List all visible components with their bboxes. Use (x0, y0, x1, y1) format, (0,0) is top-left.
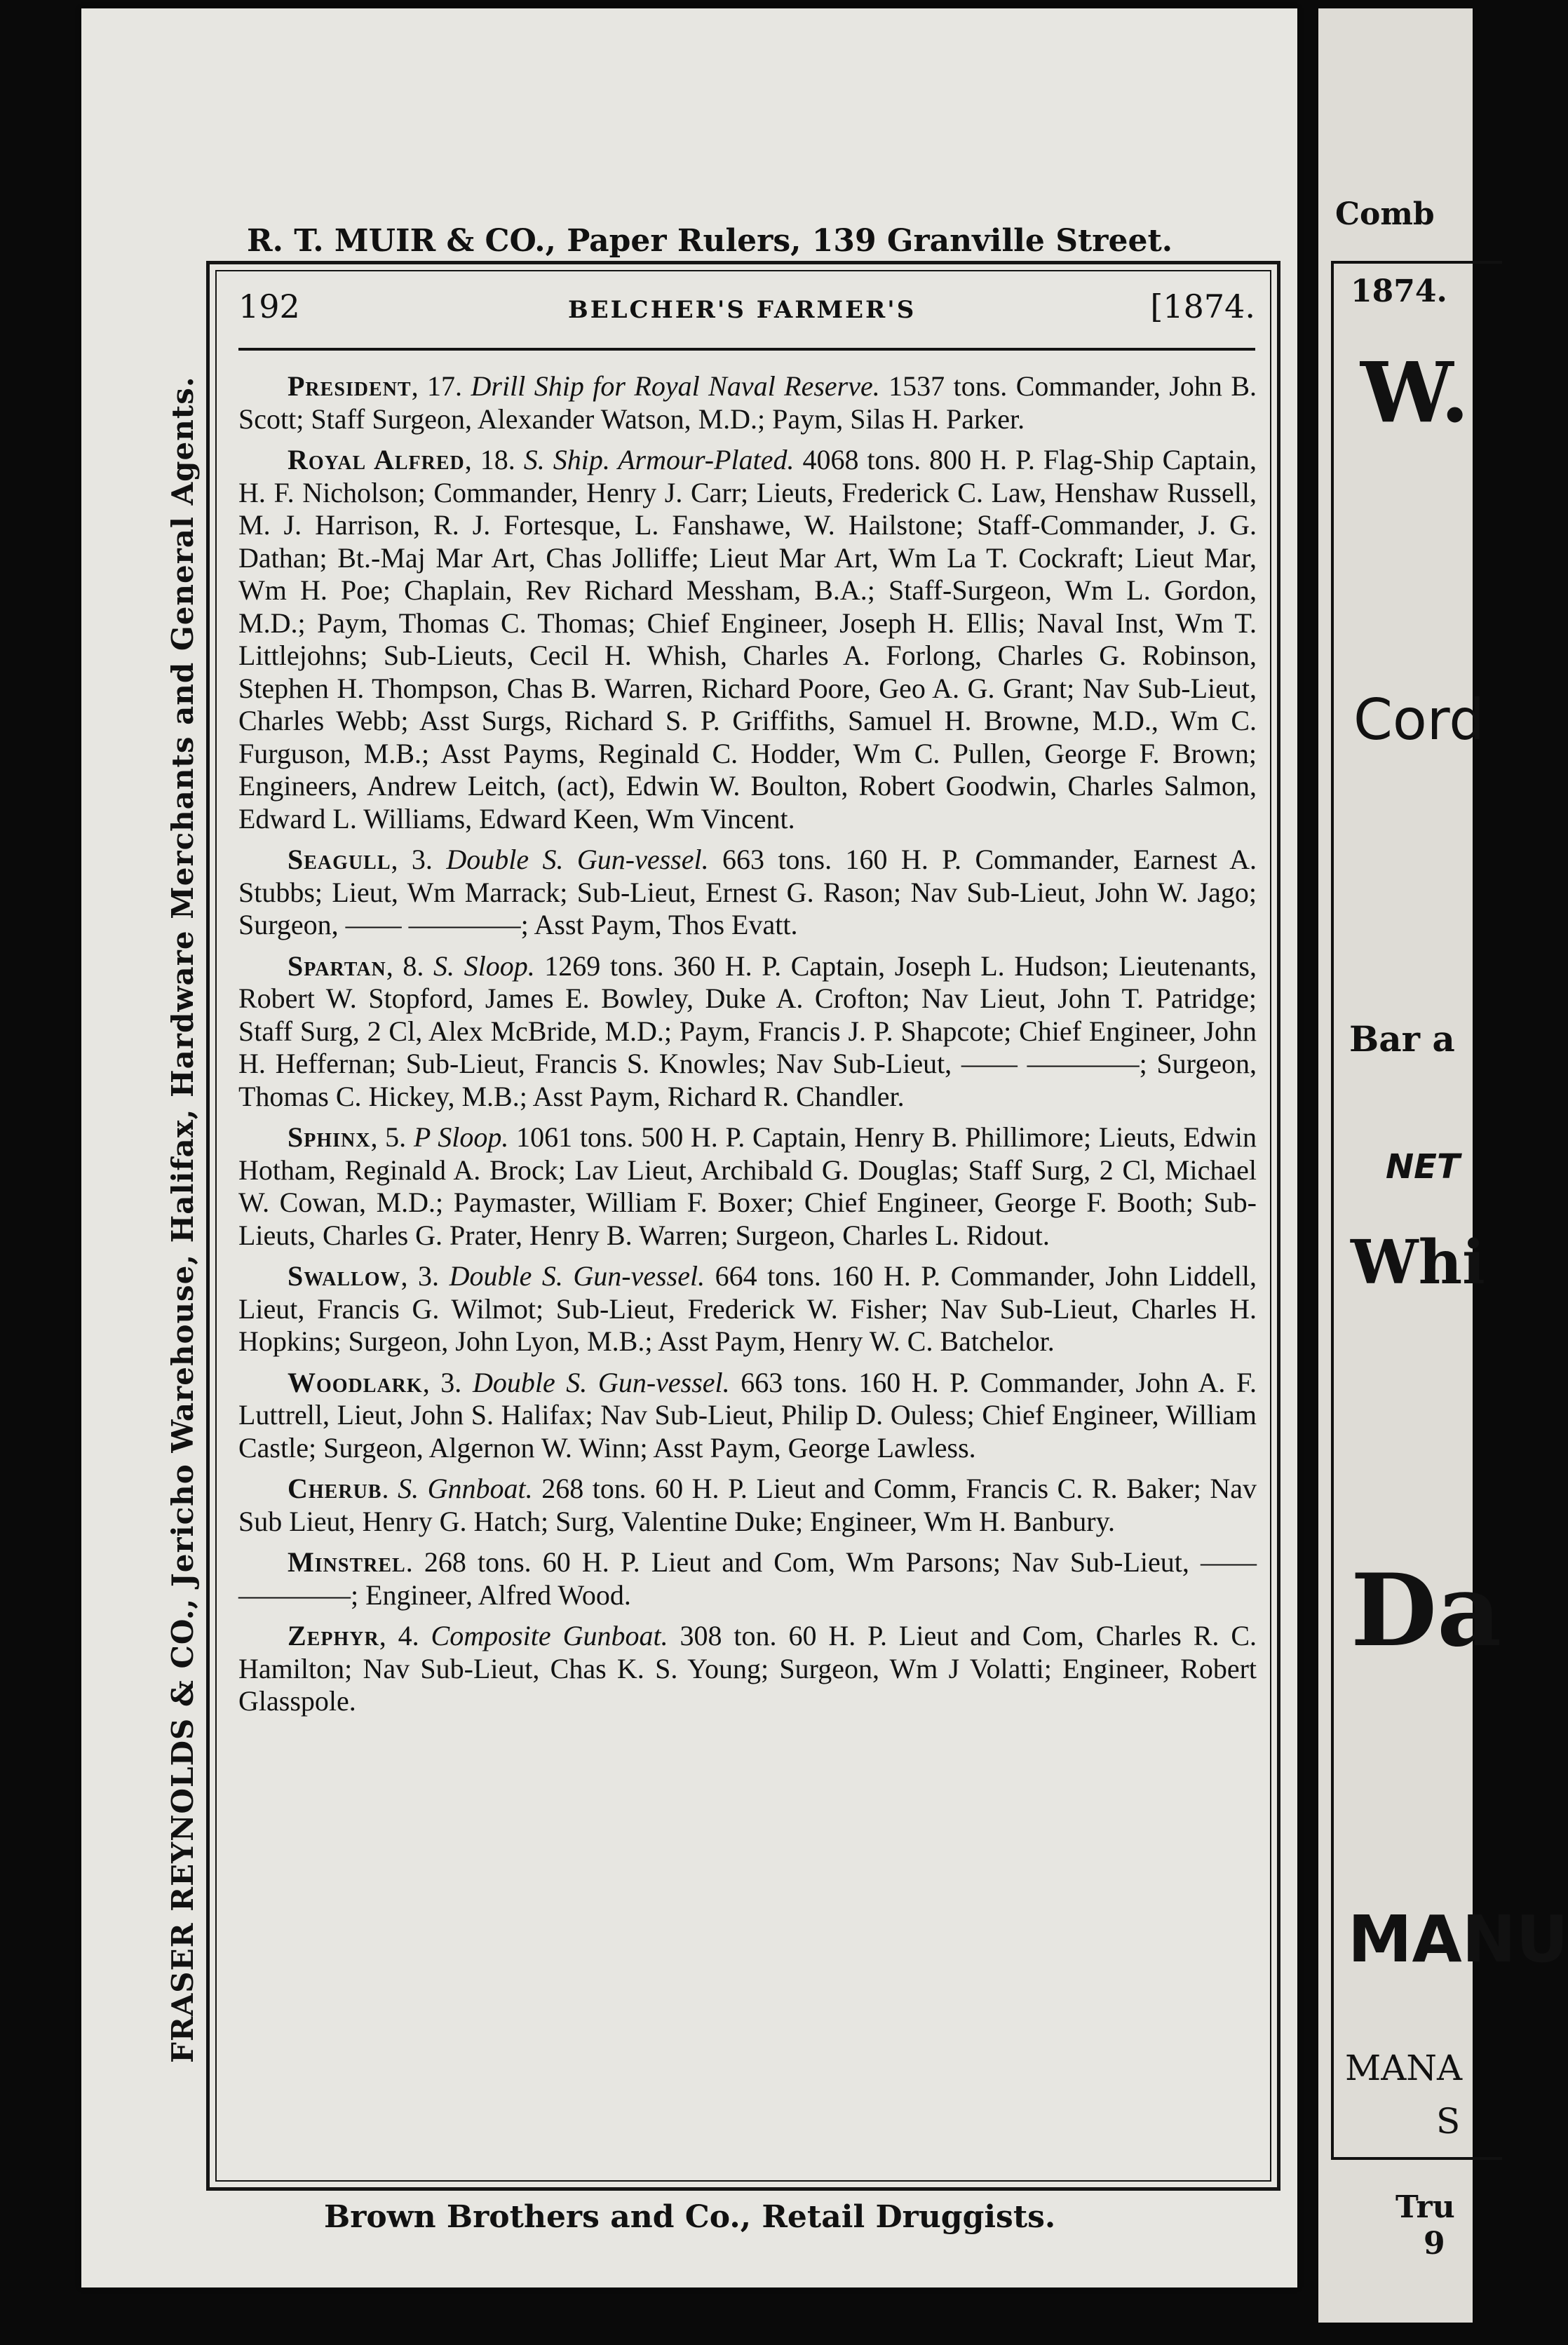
ship-entry (238, 1260, 1257, 1358)
ship-type: Double S. Gun-vessel. (472, 1366, 730, 1398)
ship-details: 4068 tons. 800 H. P. Flag-Ship Captain, H. F. Nicholson; Commander, Henry J. Carr; Lieuts, Frederick C. Law, Henshaw Russell, M. J. Harrison, R. J. Fortesque, L. Fanshawe, W. Hailstone; Staff-Commander, J. G. Dathan; Bt.-Maj Mar Art, Chas Jolliffe; Lieut Mar Art, Wm La T. Cockraft; Lieut Mar, Wm H. Poe; Chaplain, Rev Richard Messham, B.A.; Staff-Surgeon, Wm L. Gordon, M.D.; Paym, Thomas C. Thomas; Chief Engineer, Joseph H. Ellis; Naval Inst, Wm T. Littlejohns; Sub-Lieuts, Cecil H. Whish, Charles A. Forlong, Charles G. Robinson, Stephen H. Thompson, Chas B. Warren, Richard Poore, Geo A. G. Grant; Nav Sub-Lieut, Charles Webb; Asst Surgs, Richard S. P. Griffiths, Samuel H. Browne, M.D., Wm C. Furguson, M.B.; Asst Payms, Reginald C. Hodder, Wm C. Pullen, George F. Brown; Engineers, Andrew Leitch, (act), Edwin W. Boulton, Robert Goodwin, Charles Salmon, Edward L. Williams, Edward Keen, Wm Vincent. (238, 444, 1257, 834)
top-advertisement: R. T. MUIR & CO., Paper Rulers, 139 Granville Street. (247, 223, 1173, 259)
bottom-advertisement: Brown Brothers and Co., Retail Druggists. (324, 2199, 1056, 2235)
ship-name: President (288, 370, 412, 402)
side-advertisement: FRASER REYNOLDS & CO., Jericho Warehouse, Halifax, Hardware Merchants and General Agents. (165, 376, 200, 2063)
ship-guns: , 3. (400, 1260, 450, 1292)
ship-entries (238, 370, 1257, 1726)
ship-details: 1537 tons. Commander, John B. Scott; Staff Surgeon, Alexander Watson, M.D.; Paym, Silas H. Parker. (238, 370, 1257, 435)
ship-details: 268 tons. 60 H. P. Lieut and Com, Wm Parsons; Nav Sub-Lieut, —— ————; Engineer, Alfred Wood. (238, 1546, 1257, 1611)
ship-guns: , 5. (370, 1121, 414, 1153)
ship-type: Double S. Gun-vessel. (446, 844, 709, 875)
ship-entry (238, 1546, 1257, 1611)
adjacent-fragment: Da (1351, 1553, 1502, 1669)
adjacent-fragment: MANA (1345, 2048, 1463, 2088)
adjacent-fragment: W. (1360, 344, 1470, 441)
adjacent-fragment: Comb (1335, 196, 1435, 232)
ship-type: S. Gnnboat. (398, 1473, 533, 1504)
ship-details: 1061 tons. 500 H. P. Captain, Henry B. Phillimore; Lieuts, Edwin Hotham, Reginald A. Brock; Lav Lieut, Archibald G. Douglas; Staff Surg, 2 Cl, Michael W. Cowan, M.D.; Paymaster, William F. Boxer; Chief Engineer, George F. Booth; Sub-Lieuts, Charles G. Prater, Henry B. Warren; Surgeon, Charles L. Ridout. (238, 1121, 1257, 1251)
ship-details: 663 tons. 160 H. P. Commander, Earnest A. Stubbs; Lieut, Wm Marrack; Sub-Lieut, Ernest G. Rason; Nav Sub-Lieut, John W. Jago; Surgeon, —— ————; Asst Paym, Thos Evatt. (238, 844, 1257, 940)
ship-entry (238, 444, 1257, 835)
ship-name: Seagull (288, 844, 391, 875)
adjacent-fragment: S (1436, 2101, 1461, 2142)
ship-entry (238, 1367, 1257, 1465)
ship-type: P Sloop. (413, 1121, 509, 1153)
ship-type: S. Sloop. (433, 950, 535, 982)
running-head (238, 288, 1255, 337)
ship-details: 268 tons. 60 H. P. Lieut and Comm, Francis C. R. Baker; Nav Sub Lieut, Henry G. Hatch; Surg, Valentine Duke; Engineer, Wm H. Banbury. (238, 1473, 1257, 1537)
ship-details: 664 tons. 160 H. P. Commander, John Liddell, Lieut, Francis G. Wilmot; Sub-Lieut, Frederick W. Fisher; Nav Sub-Lieut, Charles H. Hopkins; Surgeon, John Lyon, M.B.; Asst Paym, Henry W. C. Batchelor. (238, 1260, 1257, 1357)
ship-details: 308 ton. 60 H. P. Lieut and Com, Charles R. C. Hamilton; Nav Sub-Lieut, Chas K. S. Young; Surgeon, Wm J Volatti; Engineer, Robert Glasspole. (238, 1620, 1257, 1717)
adjacent-page-edge (1318, 8, 1568, 2323)
ship-type: S. Ship. Armour-Plated. (523, 444, 795, 475)
adjacent-page-border (1331, 261, 1502, 2160)
page-number: 192 (238, 288, 300, 325)
ship-type: Composite Gunboat. (431, 1620, 668, 1651)
ship-entry (238, 1121, 1257, 1252)
ship-type: Drill Ship for Royal Naval Reserve. (471, 370, 880, 402)
running-title: BELCHER'S FARMER'S (568, 296, 917, 324)
ship-guns: , 18. (464, 444, 524, 475)
ship-name: Woodlark (288, 1366, 423, 1398)
adjacent-fragment: 9 (1424, 2226, 1445, 2262)
ship-type: Double S. Gun-vessel. (449, 1260, 705, 1292)
ship-entry (238, 950, 1257, 1114)
header-rule (238, 348, 1255, 351)
ship-entry (238, 370, 1257, 435)
ship-guns: , 3. (422, 1366, 473, 1398)
ship-name: Zephyr (288, 1620, 379, 1651)
ship-entry (238, 1620, 1257, 1718)
ship-name: Cherub (288, 1473, 382, 1504)
adjacent-fragment: 1874. (1351, 273, 1447, 309)
adjacent-fragment: Whi (1351, 1227, 1485, 1298)
ship-entry (238, 844, 1257, 942)
ship-guns: , 3. (391, 844, 447, 875)
ship-guns: , 8. (386, 950, 433, 982)
ship-name: Sphinx (288, 1121, 371, 1153)
adjacent-fragment: NET (1386, 1147, 1460, 1187)
ship-guns: , 17. (411, 370, 471, 402)
adjacent-fragment: Cord (1353, 687, 1485, 752)
ship-name: Royal Alfred (288, 444, 465, 475)
ship-name: Spartan (288, 950, 386, 982)
ship-details: 1269 tons. 360 H. P. Captain, Joseph L. Hudson; Lieutenants, Robert W. Stopford, James E. Bowley, Duke A. Crofton; Nav Lieut, John T. Patridge; Staff Surg, 2 Cl, Alex McBride, M.D.; Paym, Francis J. P. Shapcote; Chief Engineer, John H. Heffernan; Sub-Lieut, Francis S. Knowles; Nav Sub-Lieut, —— ————; Surgeon, Thomas C. Hickey, M.B.; Asst Paym, Richard R. Chandler. (238, 950, 1257, 1112)
ship-details: 663 tons. 160 H. P. Commander, John A. F. Luttrell, Lieut, John S. Halifax; Nav Sub-Lieut, Philip D. Ouless; Chief Engineer, William Castle; Surgeon, Algernon W. Winn; Asst Paym, George Lawless. (238, 1366, 1257, 1464)
adjacent-fragment: Tru (1395, 2189, 1455, 2225)
ship-entry (238, 1473, 1257, 1538)
ship-name: Minstrel (288, 1546, 406, 1578)
ship-guns: , 4. (379, 1620, 431, 1651)
ship-name: Swallow (288, 1260, 401, 1292)
running-year: [1874. (1150, 288, 1255, 325)
adjacent-fragment: MANU (1348, 1902, 1568, 1977)
ship-guns: . (381, 1473, 398, 1504)
ship-guns: . (405, 1546, 424, 1578)
adjacent-fragment: Bar a (1349, 1018, 1455, 1060)
